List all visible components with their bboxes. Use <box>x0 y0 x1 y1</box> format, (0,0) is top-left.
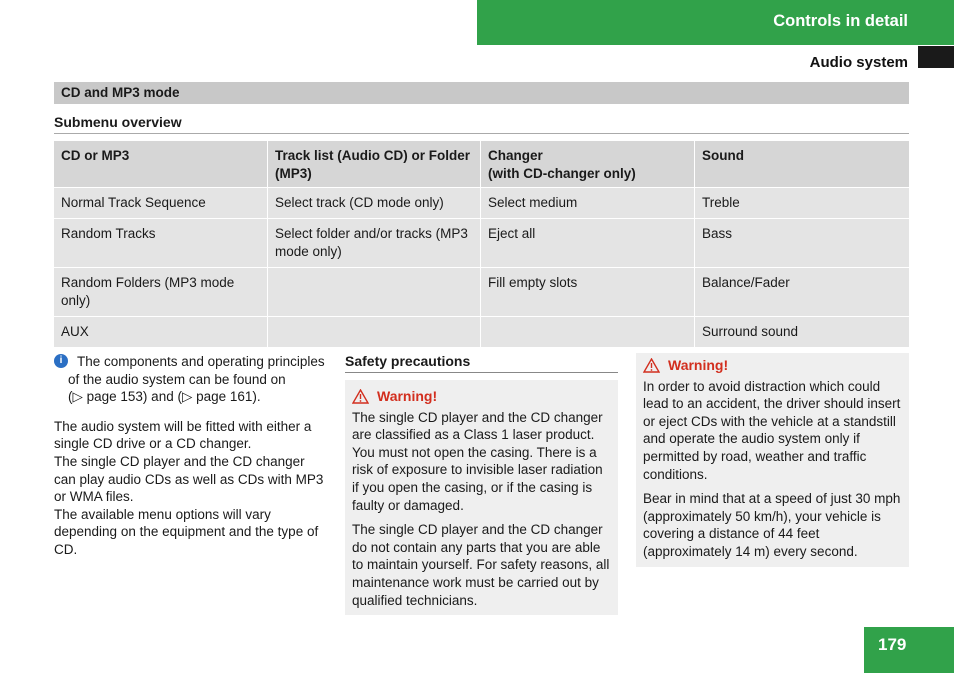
distraction-warning-column <box>636 353 909 567</box>
table-cell: Surround sound <box>695 317 909 348</box>
warning-paragraph: In order to avoid distraction which could lead to an accident, the driver should insert or eject CDs with the vehicle at a standstill and operate the audio system only if permitted by road, weather and traffic conditions. <box>643 378 901 482</box>
header-bar <box>477 0 954 45</box>
info-icon: i <box>54 354 68 368</box>
divider <box>54 133 909 134</box>
warning-heading: Warning! <box>352 388 611 406</box>
table-row <box>54 268 909 317</box>
submenu-title: Submenu overview <box>54 114 182 130</box>
table-cell: Select medium <box>481 188 695 219</box>
column-header-sound: Sound <box>695 141 909 188</box>
warning-paragraph: The single CD player and the CD changer are classified as a Class 1 laser product. You must not open the casing. There is a risk of exposure to invisible laser radiation if you open the casing, or if the casing is faulty or damaged. <box>352 409 603 513</box>
paragraph: The audio system will be fitted with either a single CD drive or a CD changer. <box>54 418 312 452</box>
table-row <box>54 219 909 268</box>
table-cell <box>481 317 695 348</box>
table-cell: Balance/Fader <box>695 268 909 317</box>
distraction-warning-box <box>636 353 909 567</box>
table-cell: Normal Track Sequence <box>54 188 268 219</box>
table-row <box>54 317 909 348</box>
table-cell: AUX <box>54 317 268 348</box>
table-cell: Eject all <box>481 219 695 268</box>
paragraph: The available menu options will vary depending on the equipment and the type of CD. <box>54 506 319 557</box>
info-note <box>54 353 329 406</box>
warning-paragraph: The single CD player and the CD changer do not contain any parts that you are able to maintain yourself. For safety reasons, all maintenance work must be carried out by qualified technicians. <box>352 522 610 608</box>
table-header-row <box>54 141 909 188</box>
table-cell: Select track (CD mode only) <box>268 188 481 219</box>
table-cell: Random Tracks <box>54 219 268 268</box>
table-row <box>54 188 909 219</box>
table-cell <box>268 317 481 348</box>
table-cell: Random Folders (MP3 mode only) <box>54 268 268 317</box>
chapter-title: Controls in detail <box>773 12 908 30</box>
submenu-table <box>54 141 909 348</box>
page-number: 179 <box>864 627 954 673</box>
column-header-changer: Changer (with CD-changer only) <box>481 141 695 188</box>
table-cell: Bass <box>695 219 909 268</box>
laser-warning-box <box>345 380 618 615</box>
section-title: CD and MP3 mode <box>54 82 909 104</box>
safety-title: Safety precautions <box>345 353 471 369</box>
warning-icon <box>643 358 660 373</box>
paragraph: The single CD player and the CD changer can play audio CDs as well as CDs with MP3 or WMA files. <box>54 453 324 505</box>
column-header-track-list: Track list (Audio CD) or Folder (MP3) <box>268 141 481 188</box>
left-column <box>54 353 329 559</box>
warning-heading: Warning! <box>643 357 902 375</box>
table-cell: Fill empty slots <box>481 268 695 317</box>
info-text: The components and operating principles of the audio system can be found on (▷ page 153) and (▷ page 161). <box>68 354 325 405</box>
warning-paragraph: Bear in mind that at a speed of just 30 mph (approximately 50 km/h), your vehicle is covering a distance of 44 feet (approximately 14 m) every second. <box>643 491 901 559</box>
section-subtitle: Audio system <box>809 54 908 71</box>
table-cell: Select folder and/or tracks (MP3 mode only) <box>268 219 481 268</box>
thumb-index-tab <box>918 46 954 68</box>
divider <box>345 372 618 373</box>
warning-icon <box>352 389 369 404</box>
column-header-cd-or-mp3: CD or MP3 <box>54 141 268 188</box>
safety-column <box>345 353 618 615</box>
table-cell: Treble <box>695 188 909 219</box>
table-cell <box>268 268 481 317</box>
